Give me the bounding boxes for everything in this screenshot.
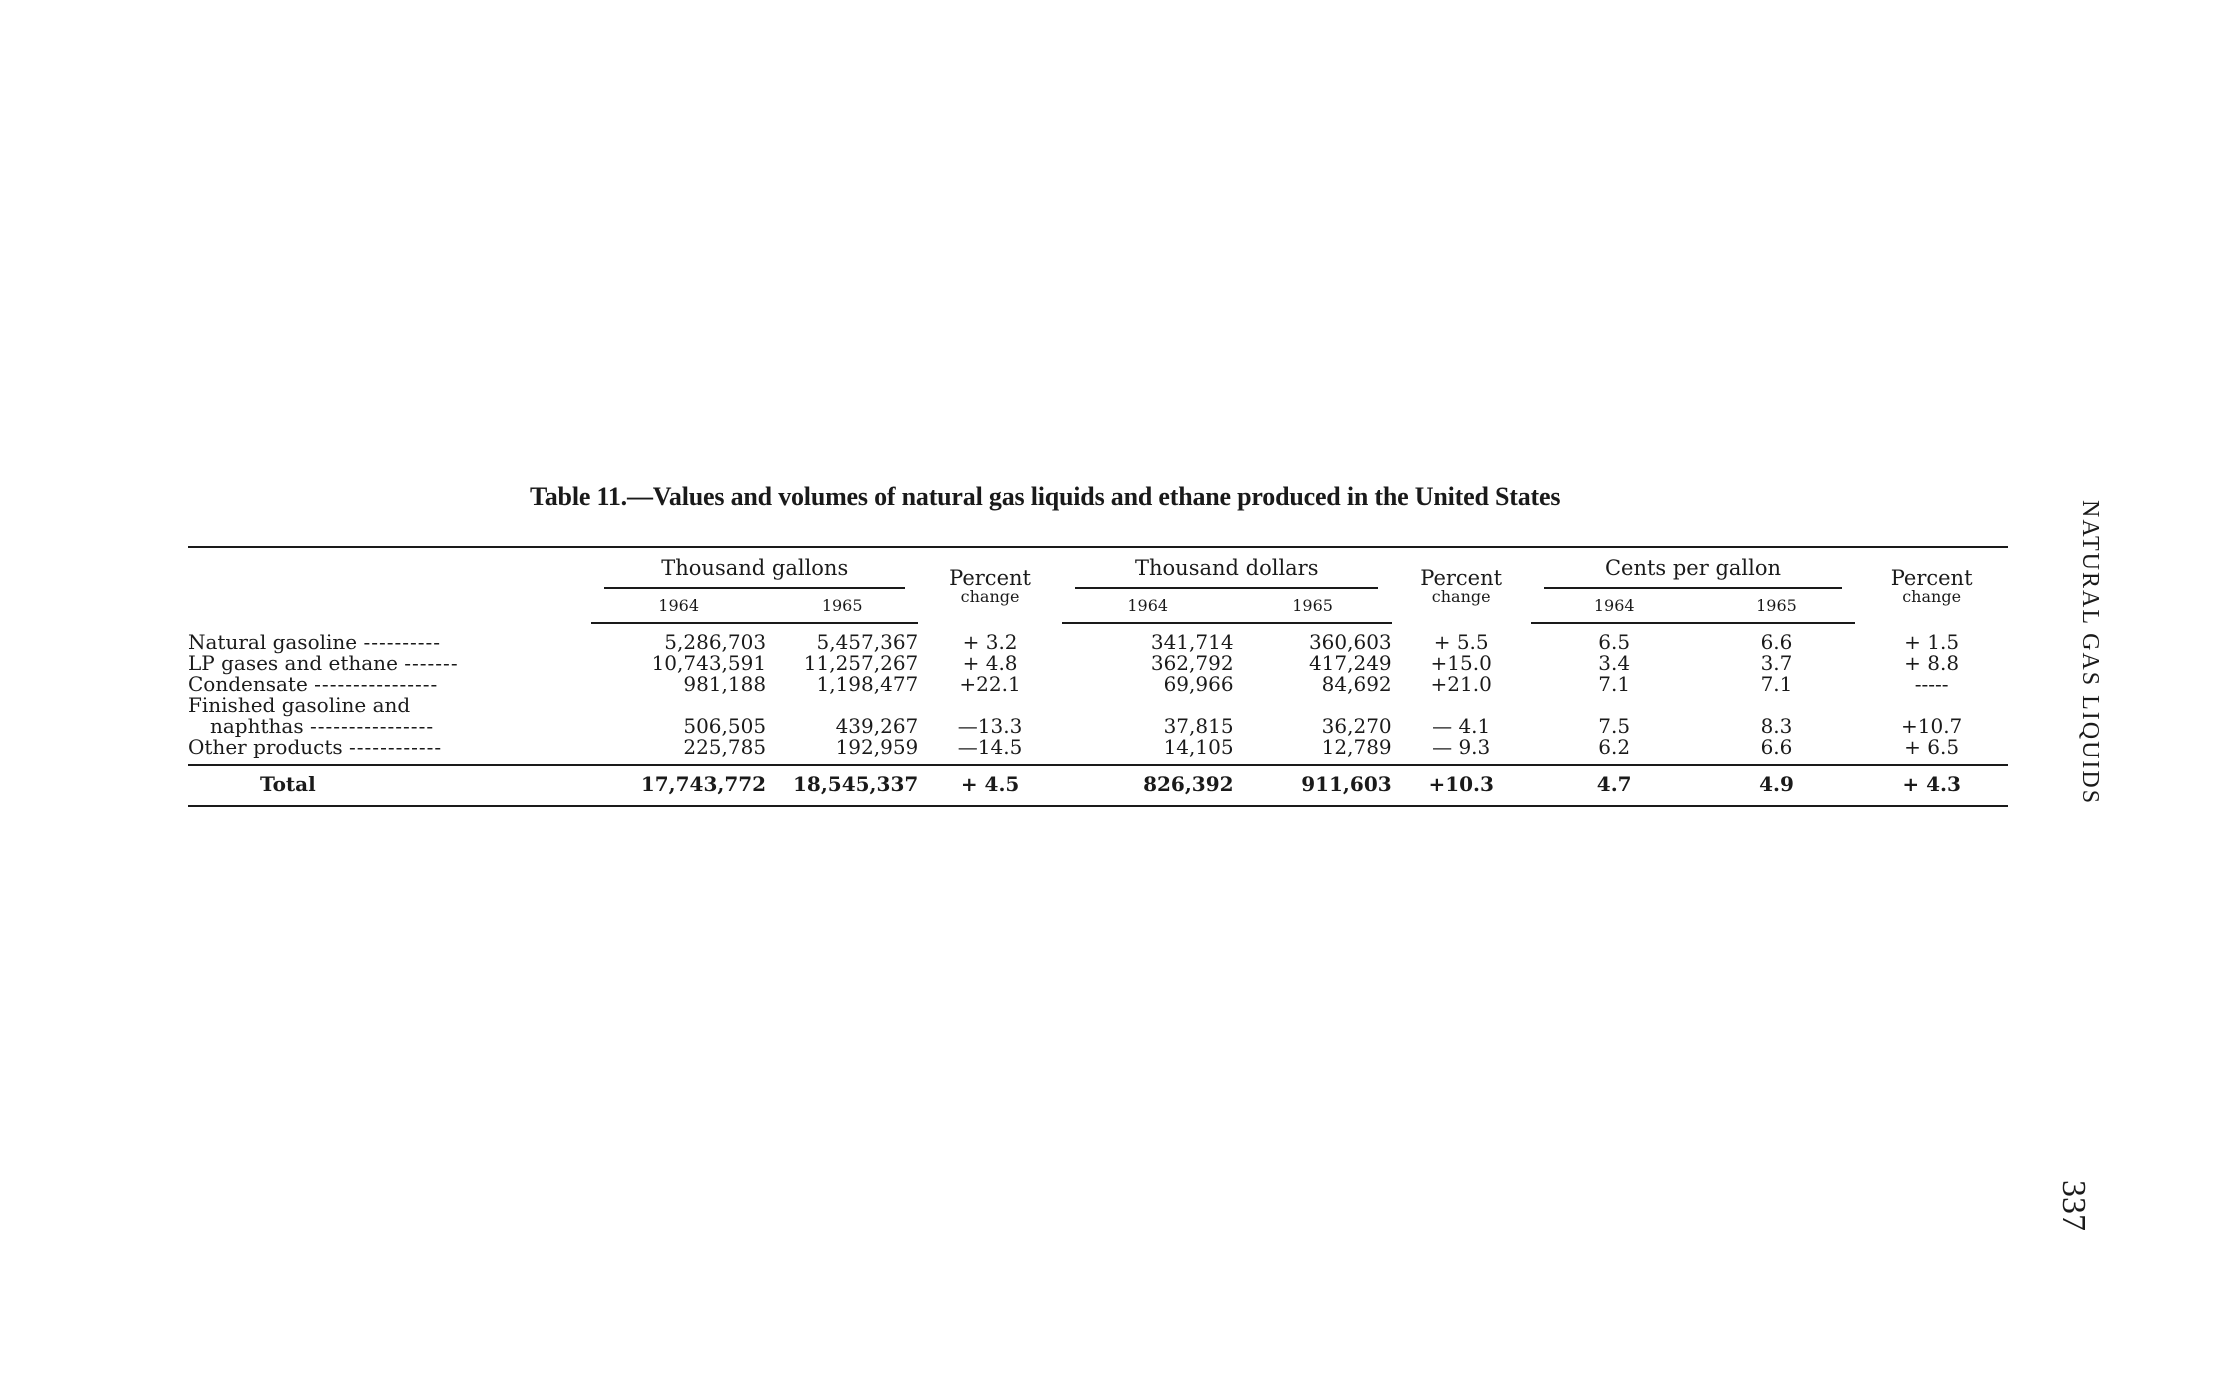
- total-cents-1964: 4.7: [1531, 765, 1698, 806]
- year-header-dollars-1964: 1964: [1062, 595, 1234, 623]
- table-row: [188, 695, 2008, 716]
- total-gallons-1965: 18,545,337: [766, 765, 918, 806]
- cell-dollars-1964: 14,105: [1163, 735, 1234, 759]
- table-title: Table 11.—Values and volumes of natural gas liquids and ethane produced in the United States: [530, 482, 1561, 511]
- total-label: Total: [188, 765, 591, 806]
- cell-dollars-1964: 37,815: [1163, 714, 1234, 738]
- total-dollars-pct: +10.3: [1392, 765, 1531, 806]
- table-row: [188, 623, 2008, 653]
- cell-gallons-1964: 225,785: [683, 735, 767, 759]
- page-number: 337: [2055, 1180, 2092, 1231]
- year-header-dollars-1965: 1965: [1234, 595, 1392, 623]
- row-label: Condensate ----------------: [188, 672, 439, 696]
- group-header-cents: Cents per gallon: [1531, 554, 1856, 595]
- cell-gallons-1965: 192,959: [835, 735, 919, 759]
- row-label: LP gases and ethane -------: [188, 651, 459, 675]
- table-top-rule: [188, 547, 2008, 554]
- percent-change-header-gallons: Percent change: [949, 566, 1031, 606]
- data-table: [188, 546, 2008, 807]
- cell-gallons-pct: —13.3: [957, 714, 1023, 738]
- table-row: [188, 737, 2008, 765]
- cell-dollars-1964: 362,792: [1150, 651, 1234, 675]
- cell-dollars-pct: — 9.3: [1432, 735, 1491, 759]
- total-dollars-1965: 911,603: [1234, 765, 1392, 806]
- cell-dollars-pct: + 5.5: [1433, 629, 1489, 654]
- cell-gallons-1964: 506,505: [683, 714, 767, 738]
- cell-dollars-pct: — 4.1: [1432, 714, 1491, 738]
- table-row: [188, 674, 2008, 695]
- cell-gallons-1965: 11,257,267: [803, 651, 919, 675]
- cell-cents-pct: + 8.8: [1904, 651, 1960, 675]
- group-header-gallons: Thousand gallons: [591, 554, 918, 595]
- cell-gallons-1964: 5,286,703: [664, 630, 767, 654]
- cell-dollars-1964: 69,966: [1163, 672, 1234, 696]
- cell-gallons-1964: 981,188: [683, 672, 767, 696]
- cell-gallons-1965: 1,198,477: [816, 672, 919, 696]
- year-header-gallons-1964: 1964: [591, 595, 766, 623]
- total-dollars-1964: 826,392: [1062, 765, 1234, 806]
- row-label: Finished gasoline and: [188, 693, 411, 717]
- cell-dollars-1965: 84,692: [1321, 672, 1392, 696]
- cell-cents-pct: + 6.5: [1904, 735, 1960, 759]
- cell-cents-1964: 6.2: [1598, 735, 1631, 759]
- total-cents-1965: 4.9: [1698, 765, 1856, 806]
- cell-gallons-pct: —14.5: [957, 735, 1023, 759]
- cell-gallons-1965: 439,267: [835, 714, 919, 738]
- cell-cents-1965: 3.7: [1760, 651, 1793, 675]
- year-header-gallons-1965: 1965: [766, 595, 918, 623]
- cell-cents-1964: 6.5: [1598, 630, 1631, 654]
- cell-cents-pct: +10.7: [1900, 714, 1963, 738]
- cell-dollars-1965: 36,270: [1321, 714, 1392, 738]
- cell-cents-pct: -----: [1914, 672, 1949, 696]
- group-header-dollars: Thousand dollars: [1062, 554, 1392, 595]
- group-header-row: [188, 554, 2008, 595]
- cell-gallons-pct: + 4.8: [962, 651, 1018, 675]
- cell-cents-1964: 7.5: [1598, 714, 1631, 738]
- year-header-cents-1965: 1965: [1698, 595, 1856, 623]
- cell-gallons-pct: +22.1: [959, 672, 1021, 696]
- row-label: Other products ------------: [188, 735, 443, 759]
- cell-cents-1964: 7.1: [1598, 672, 1631, 696]
- running-head: NATURAL GAS LIQUIDS: [2077, 500, 2103, 806]
- percent-change-header-cents: Percent change: [1890, 566, 1973, 606]
- cell-cents-1965: 6.6: [1760, 630, 1793, 654]
- row-label: Natural gasoline ----------: [188, 629, 442, 654]
- year-header-cents-1964: 1964: [1531, 595, 1698, 623]
- total-gallons-pct: + 4.5: [918, 765, 1062, 806]
- total-gallons-1964: 17,743,772: [591, 765, 766, 806]
- row-label: naphthas ----------------: [210, 714, 435, 738]
- table-row: [188, 653, 2008, 674]
- cell-dollars-pct: +21.0: [1430, 672, 1492, 696]
- cell-gallons-1965: 5,457,367: [816, 630, 919, 654]
- cell-gallons-pct: + 3.2: [962, 629, 1018, 654]
- empty-cells: [591, 695, 2008, 716]
- cell-dollars-1965: 360,603: [1308, 630, 1392, 654]
- stub-header: [188, 554, 591, 623]
- percent-change-header-dollars: Percent change: [1420, 566, 1503, 606]
- cell-cents-1965: 8.3: [1760, 714, 1793, 738]
- table-row: [188, 716, 2008, 737]
- cell-gallons-1964: 10,743,591: [651, 651, 767, 675]
- cell-cents-1965: 7.1: [1760, 672, 1793, 696]
- cell-cents-1964: 3.4: [1598, 651, 1631, 675]
- cell-dollars-1964: 341,714: [1150, 630, 1234, 654]
- cell-cents-pct: + 1.5: [1904, 629, 1960, 654]
- total-row: [188, 765, 2008, 806]
- cell-dollars-1965: 417,249: [1308, 651, 1392, 675]
- cell-cents-1965: 6.6: [1760, 735, 1793, 759]
- cell-dollars-pct: +15.0: [1430, 651, 1492, 675]
- cell-dollars-1965: 12,789: [1321, 735, 1392, 759]
- total-cents-pct: + 4.3: [1855, 765, 2008, 806]
